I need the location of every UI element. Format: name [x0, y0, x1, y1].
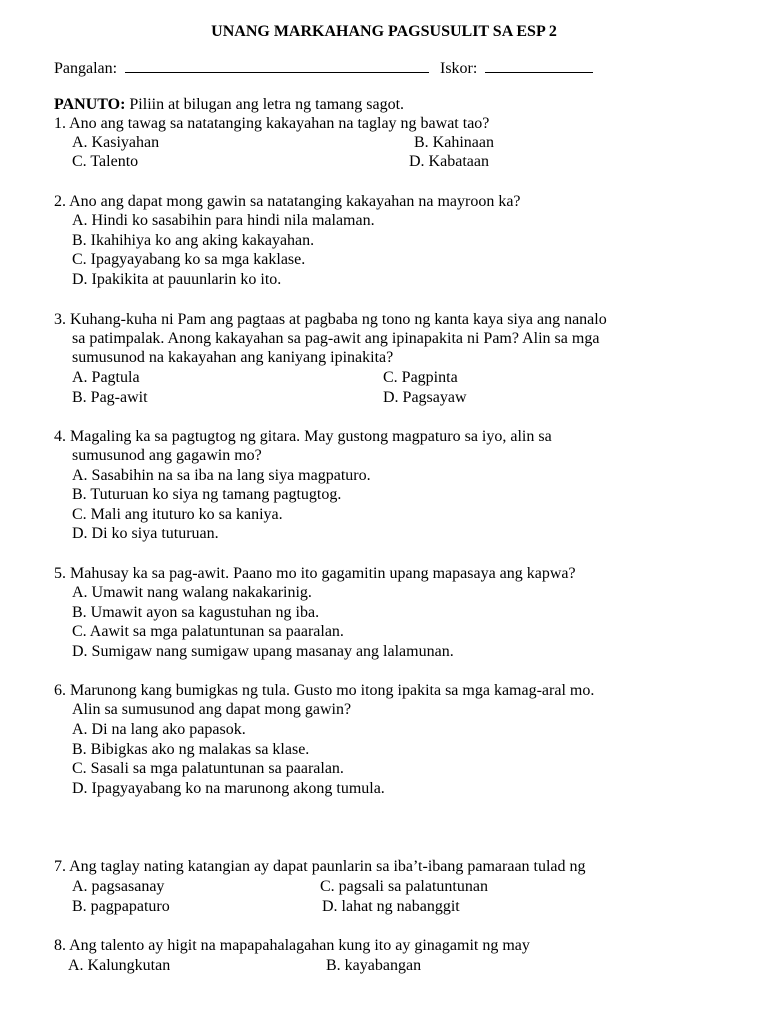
question-2-choice-b[interactable]: B. Ikahihiya ko ang aking kakayahan.: [72, 232, 315, 249]
instructions: [54, 95, 404, 114]
exam-title: UNANG MARKAHANG PAGSUSULIT SA ESP 2: [211, 23, 557, 40]
question-5-choice-a[interactable]: A. Umawit nang walang nakakarinig.: [72, 584, 312, 601]
question-7-choice-c[interactable]: C. pagsali sa palatuntunan: [320, 878, 488, 895]
question-4-choice-a[interactable]: A. Sasabihin na sa iba na lang siya magpaturo.: [72, 467, 371, 484]
score-field: [440, 57, 593, 78]
question-6-choice-a[interactable]: A. Di na lang ako papasok.: [72, 721, 246, 738]
instructions-text: Piliin at bilugan ang letra ng tamang sagot.: [129, 96, 405, 113]
question-3-choice-d[interactable]: D. Pagsayaw: [383, 389, 467, 406]
question-3-text-line-1: 3. Kuhang-kuha ni Pam ang pagtaas at pagbaba ng tono ng kanta kaya siya ang nanalo: [54, 311, 607, 328]
question-2-text: 2. Ano ang dapat mong gawin sa natatanging kakayahan na mayroon ka?: [54, 193, 521, 210]
score-blank-line: [485, 57, 593, 73]
name-field: [54, 57, 429, 78]
question-3-choice-c[interactable]: C. Pagpinta: [383, 369, 458, 386]
question-3-text-line-2: sa patimpalak. Anong kakayahan sa pag-awit ang ipinapakita ni Pam? Alin sa mga: [72, 330, 600, 347]
question-4-choice-d[interactable]: D. Di ko siya tuturuan.: [72, 525, 219, 542]
question-2-choice-a[interactable]: A. Hindi ko sasabihin para hindi nila malaman.: [72, 212, 375, 229]
question-6-text-line-1: 6. Marunong kang bumigkas ng tula. Gusto mo itong ipakita sa mga kamag-aral mo.: [54, 682, 595, 699]
question-8-choice-a[interactable]: A. Kalungkutan: [68, 957, 171, 974]
question-4-text-line-1: 4. Magaling ka sa pagtugtog ng gitara. May gustong magpaturo sa iyo, alin sa: [54, 428, 552, 445]
question-2-choice-d[interactable]: D. Ipakikita at pauunlarin ko ito.: [72, 271, 282, 288]
question-3-text-line-3: sumusunod na kakayahan ang kaniyang ipinakita?: [72, 349, 394, 366]
question-3-choice-a[interactable]: A. Pagtula: [72, 369, 140, 386]
question-4-choice-b[interactable]: B. Tuturuan ko siya ng tamang pagtugtog.: [72, 486, 342, 503]
question-4-text-line-2: sumusunod ang gagawin mo?: [72, 447, 262, 464]
question-7-choice-b[interactable]: B. pagpapaturo: [72, 898, 170, 915]
question-4-choice-c[interactable]: C. Mali ang ituturo ko sa kaniya.: [72, 506, 283, 523]
score-label: Iskor:: [440, 60, 478, 77]
question-5-choice-d[interactable]: D. Sumigaw nang sumigaw upang masanay ang lalamunan.: [72, 643, 454, 660]
question-6-choice-c[interactable]: C. Sasali sa mga palatuntunan sa paaralan.: [72, 760, 344, 777]
question-3-choice-b[interactable]: B. Pag-awit: [72, 389, 148, 406]
question-1-choice-c[interactable]: C. Talento: [72, 153, 139, 170]
name-blank-line: [125, 57, 429, 73]
question-5-choice-b[interactable]: B. Umawit ayon sa kagustuhan ng iba.: [72, 604, 320, 621]
question-8-text: 8. Ang talento ay higit na mapapahalagahan kung ito ay ginagamit ng may: [54, 937, 530, 954]
instructions-label: PANUTO:: [54, 96, 126, 113]
question-6-choice-d[interactable]: D. Ipagyayabang ko na marunong akong tumula.: [72, 780, 385, 797]
question-5-text: 5. Mahusay ka sa pag-awit. Paano mo ito gagamitin upang mapasaya ang kapwa?: [54, 565, 576, 582]
question-6-text-line-2: Alin sa sumusunod ang dapat mong gawin?: [72, 701, 352, 718]
question-6-choice-b[interactable]: B. Bibigkas ako ng malakas sa klase.: [72, 741, 310, 758]
question-7-choice-d[interactable]: D. lahat ng nabanggit: [322, 898, 460, 915]
question-1-choice-a[interactable]: A. Kasiyahan: [72, 134, 160, 151]
question-1-choice-b[interactable]: B. Kahinaan: [414, 134, 494, 151]
question-2-choice-c[interactable]: C. Ipagyayabang ko sa mga kaklase.: [72, 251, 306, 268]
question-7-text: 7. Ang taglay nating katangian ay dapat paunlarin sa iba’t-ibang pamaraan tulad ng: [54, 858, 586, 875]
question-1-text: 1. Ano ang tawag sa natatanging kakayahan na taglay ng bawat tao?: [54, 115, 490, 132]
question-5-choice-c[interactable]: C. Aawit sa mga palatuntunan sa paaralan.: [72, 623, 344, 640]
question-7-choice-a[interactable]: A. pagsasanay: [72, 878, 165, 895]
question-8-choice-b[interactable]: B. kayabangan: [326, 957, 422, 974]
question-1-choice-d[interactable]: D. Kabataan: [409, 153, 489, 170]
name-label: Pangalan:: [54, 60, 118, 77]
